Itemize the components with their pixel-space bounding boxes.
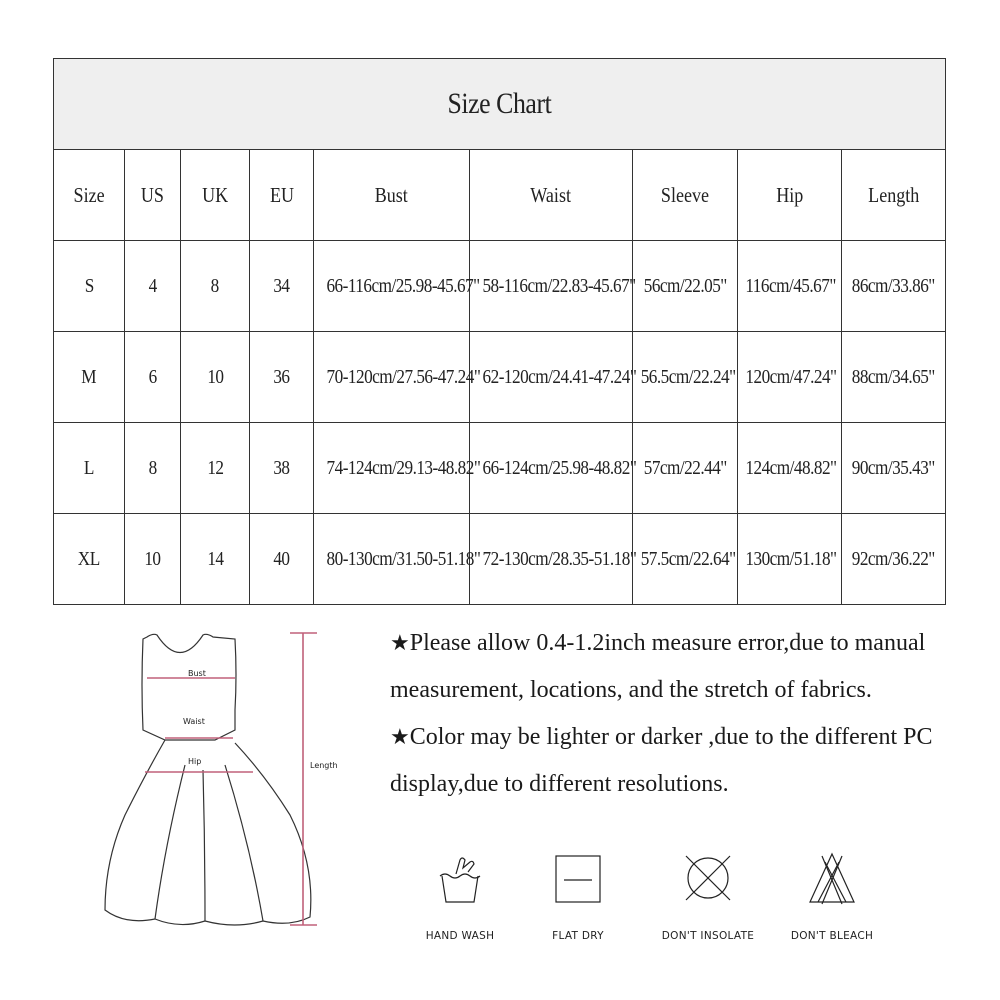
table-cell: 4	[125, 241, 181, 332]
dress-measurement-diagram	[85, 625, 355, 935]
skirt-fold	[225, 765, 263, 921]
table-cell: 80-130cm/31.50-51.18"	[314, 514, 470, 605]
care-dont-insolate: DON'T INSOLATE	[648, 848, 768, 942]
table-cell: 90cm/35.43"	[842, 423, 946, 514]
header-row	[54, 150, 946, 241]
skirt-fold	[155, 765, 185, 919]
table-cell: 56.5cm/22.24"	[633, 332, 738, 423]
header-bust: Bust	[314, 150, 470, 241]
header-sleeve: Sleeve	[633, 150, 738, 241]
care-dont-bleach: DON'T BLEACH	[772, 848, 892, 942]
star-icon: ★	[390, 725, 410, 750]
table-cell: 36	[250, 332, 314, 423]
chart-title: Size Chart	[54, 59, 946, 150]
table-cell: 88cm/34.65"	[842, 332, 946, 423]
care-flat-dry: FLAT DRY	[518, 848, 638, 942]
note-color: ★Color may be lighter or darker ,due to the different PC display,due to different resolutions.	[390, 724, 933, 797]
no-bleach-icon	[802, 848, 862, 908]
table-cell: 12	[181, 423, 250, 514]
table-cell: 62-120cm/24.41-47.24"	[470, 332, 633, 423]
table-cell: 86cm/33.86"	[842, 241, 946, 332]
table-cell: 57.5cm/22.64"	[633, 514, 738, 605]
hand-wash-icon	[430, 848, 490, 908]
star-icon: ★	[390, 631, 410, 656]
table-cell: 6	[125, 332, 181, 423]
table-cell: XL	[54, 514, 125, 605]
header-eu: EU	[250, 150, 314, 241]
table-row	[54, 423, 946, 514]
table-cell: L	[54, 423, 125, 514]
length-label: Length	[310, 761, 338, 770]
dress-skirt	[105, 740, 311, 925]
care-hand-wash: HAND WASH	[400, 848, 520, 942]
table-cell: S	[54, 241, 125, 332]
header-size: Size	[54, 150, 125, 241]
table-cell: 14	[181, 514, 250, 605]
no-sun-icon	[678, 848, 738, 908]
table-cell: 92cm/36.22"	[842, 514, 946, 605]
table-cell: 56cm/22.05"	[633, 241, 738, 332]
note-measure-error: ★Please allow 0.4-1.2inch measure error,due to manual measurement, locations, and the stretch of fabrics.	[390, 630, 926, 703]
table-cell: 8	[181, 241, 250, 332]
table-cell: 120cm/47.24"	[738, 332, 842, 423]
table-cell: 8	[125, 423, 181, 514]
hip-label: Hip	[188, 757, 202, 766]
table-cell: 10	[125, 514, 181, 605]
table-cell: 66-124cm/25.98-48.82"	[470, 423, 633, 514]
bust-label: Bust	[188, 669, 206, 678]
header-us: US	[125, 150, 181, 241]
table-cell: 40	[250, 514, 314, 605]
skirt-fold	[203, 770, 205, 921]
notes	[390, 620, 950, 808]
table-cell: 74-124cm/29.13-48.82"	[314, 423, 470, 514]
size-chart-table	[53, 58, 946, 605]
table-cell: 124cm/48.82"	[738, 423, 842, 514]
table-cell: 57cm/22.44"	[633, 423, 738, 514]
table-cell: 116cm/45.67"	[738, 241, 842, 332]
header-hip: Hip	[738, 150, 842, 241]
table-cell: 58-116cm/22.83-45.67"	[470, 241, 633, 332]
table-row	[54, 514, 946, 605]
table-cell: 66-116cm/25.98-45.67"	[314, 241, 470, 332]
header-length: Length	[842, 150, 946, 241]
waist-label: Waist	[183, 717, 205, 726]
table-row	[54, 332, 946, 423]
table-cell: 10	[181, 332, 250, 423]
flat-dry-icon	[548, 848, 608, 908]
table-cell: M	[54, 332, 125, 423]
table-cell: 130cm/51.18"	[738, 514, 842, 605]
table-cell: 70-120cm/27.56-47.24"	[314, 332, 470, 423]
table-row	[54, 241, 946, 332]
table-cell: 38	[250, 423, 314, 514]
header-uk: UK	[181, 150, 250, 241]
header-waist: Waist	[470, 150, 633, 241]
table-cell: 72-130cm/28.35-51.18"	[470, 514, 633, 605]
table-cell: 34	[250, 241, 314, 332]
